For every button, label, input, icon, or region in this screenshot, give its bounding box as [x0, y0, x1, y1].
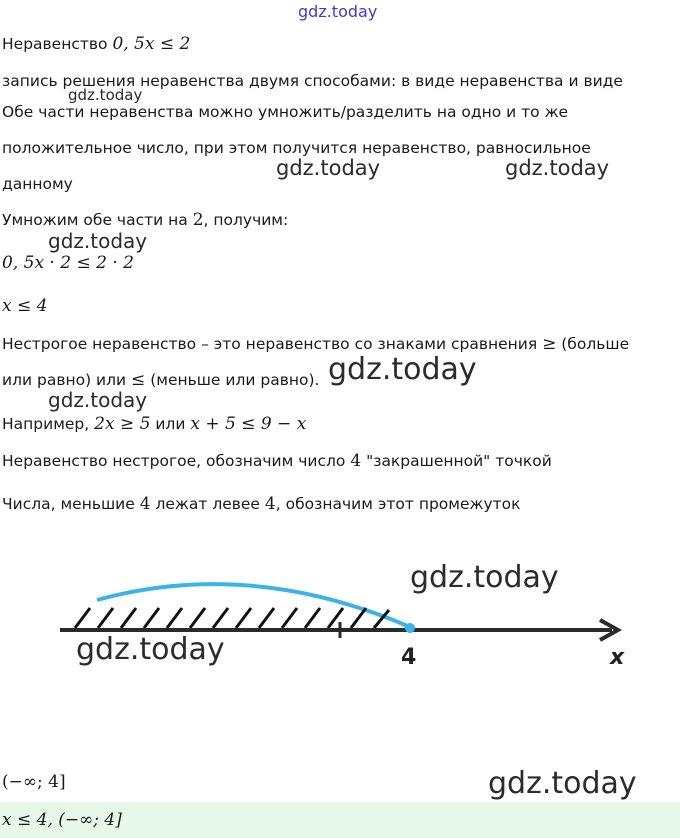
hatching [75, 608, 389, 628]
inequality-statement: Неравенство 0, 5x ≤ 2 [2, 34, 191, 54]
watermark: gdz.today [298, 2, 378, 21]
interval-arc [97, 584, 410, 627]
interval-notation: (−∞; 4] [2, 772, 66, 792]
text-line: Неравенство нестрогое, обозначим число 4 "закрашенной" точкой [2, 451, 552, 471]
answer-box [0, 802, 680, 838]
watermark: gdz.today [76, 632, 225, 667]
text-line: Обе части неравенства можно умножить/разделить на одно и то же [2, 103, 569, 121]
text-line: данному [2, 175, 73, 193]
math-line: x ≤ 4 [2, 296, 48, 316]
watermark: gdz.today [276, 156, 381, 180]
watermark: gdz.today [68, 86, 143, 104]
math-inequality: 0, 5x ≤ 2 [112, 34, 191, 54]
text-line: запись решения неравенства двумя способами: в виде неравенства и виде [2, 72, 623, 90]
watermark: gdz.today [488, 766, 637, 801]
number-line-figure [0, 540, 680, 680]
axis-label: x [610, 645, 625, 670]
text-line: Умножим обе части на 2, получим: [2, 210, 289, 230]
text-line: Числа, меньшие 4 лежат левее 4, обозначим этот промежуток [2, 494, 521, 514]
watermark: gdz.today [48, 229, 148, 253]
filled-point [405, 623, 415, 633]
text-line: положительное число, при этом получится неравенство, равносильное [2, 139, 591, 157]
answer-text: x ≤ 4, (−∞; 4] [2, 810, 122, 830]
watermark: gdz.today [410, 560, 559, 595]
watermark: gdz.today [48, 388, 148, 412]
point-label: 4 [401, 645, 417, 670]
text-line: Например, 2x ≥ 5 или x + 5 ≤ 9 − x [2, 414, 307, 434]
math-line: 0, 5x · 2 ≤ 2 · 2 [2, 253, 134, 273]
text-line: Нестрогое неравенство – это неравенство со знаками сравнения ≥ (больше [2, 334, 630, 354]
watermark: gdz.today [328, 352, 477, 387]
text-line: или равно) или ≤ (меньше или равно). [2, 370, 320, 390]
watermark: gdz.today [505, 156, 610, 180]
